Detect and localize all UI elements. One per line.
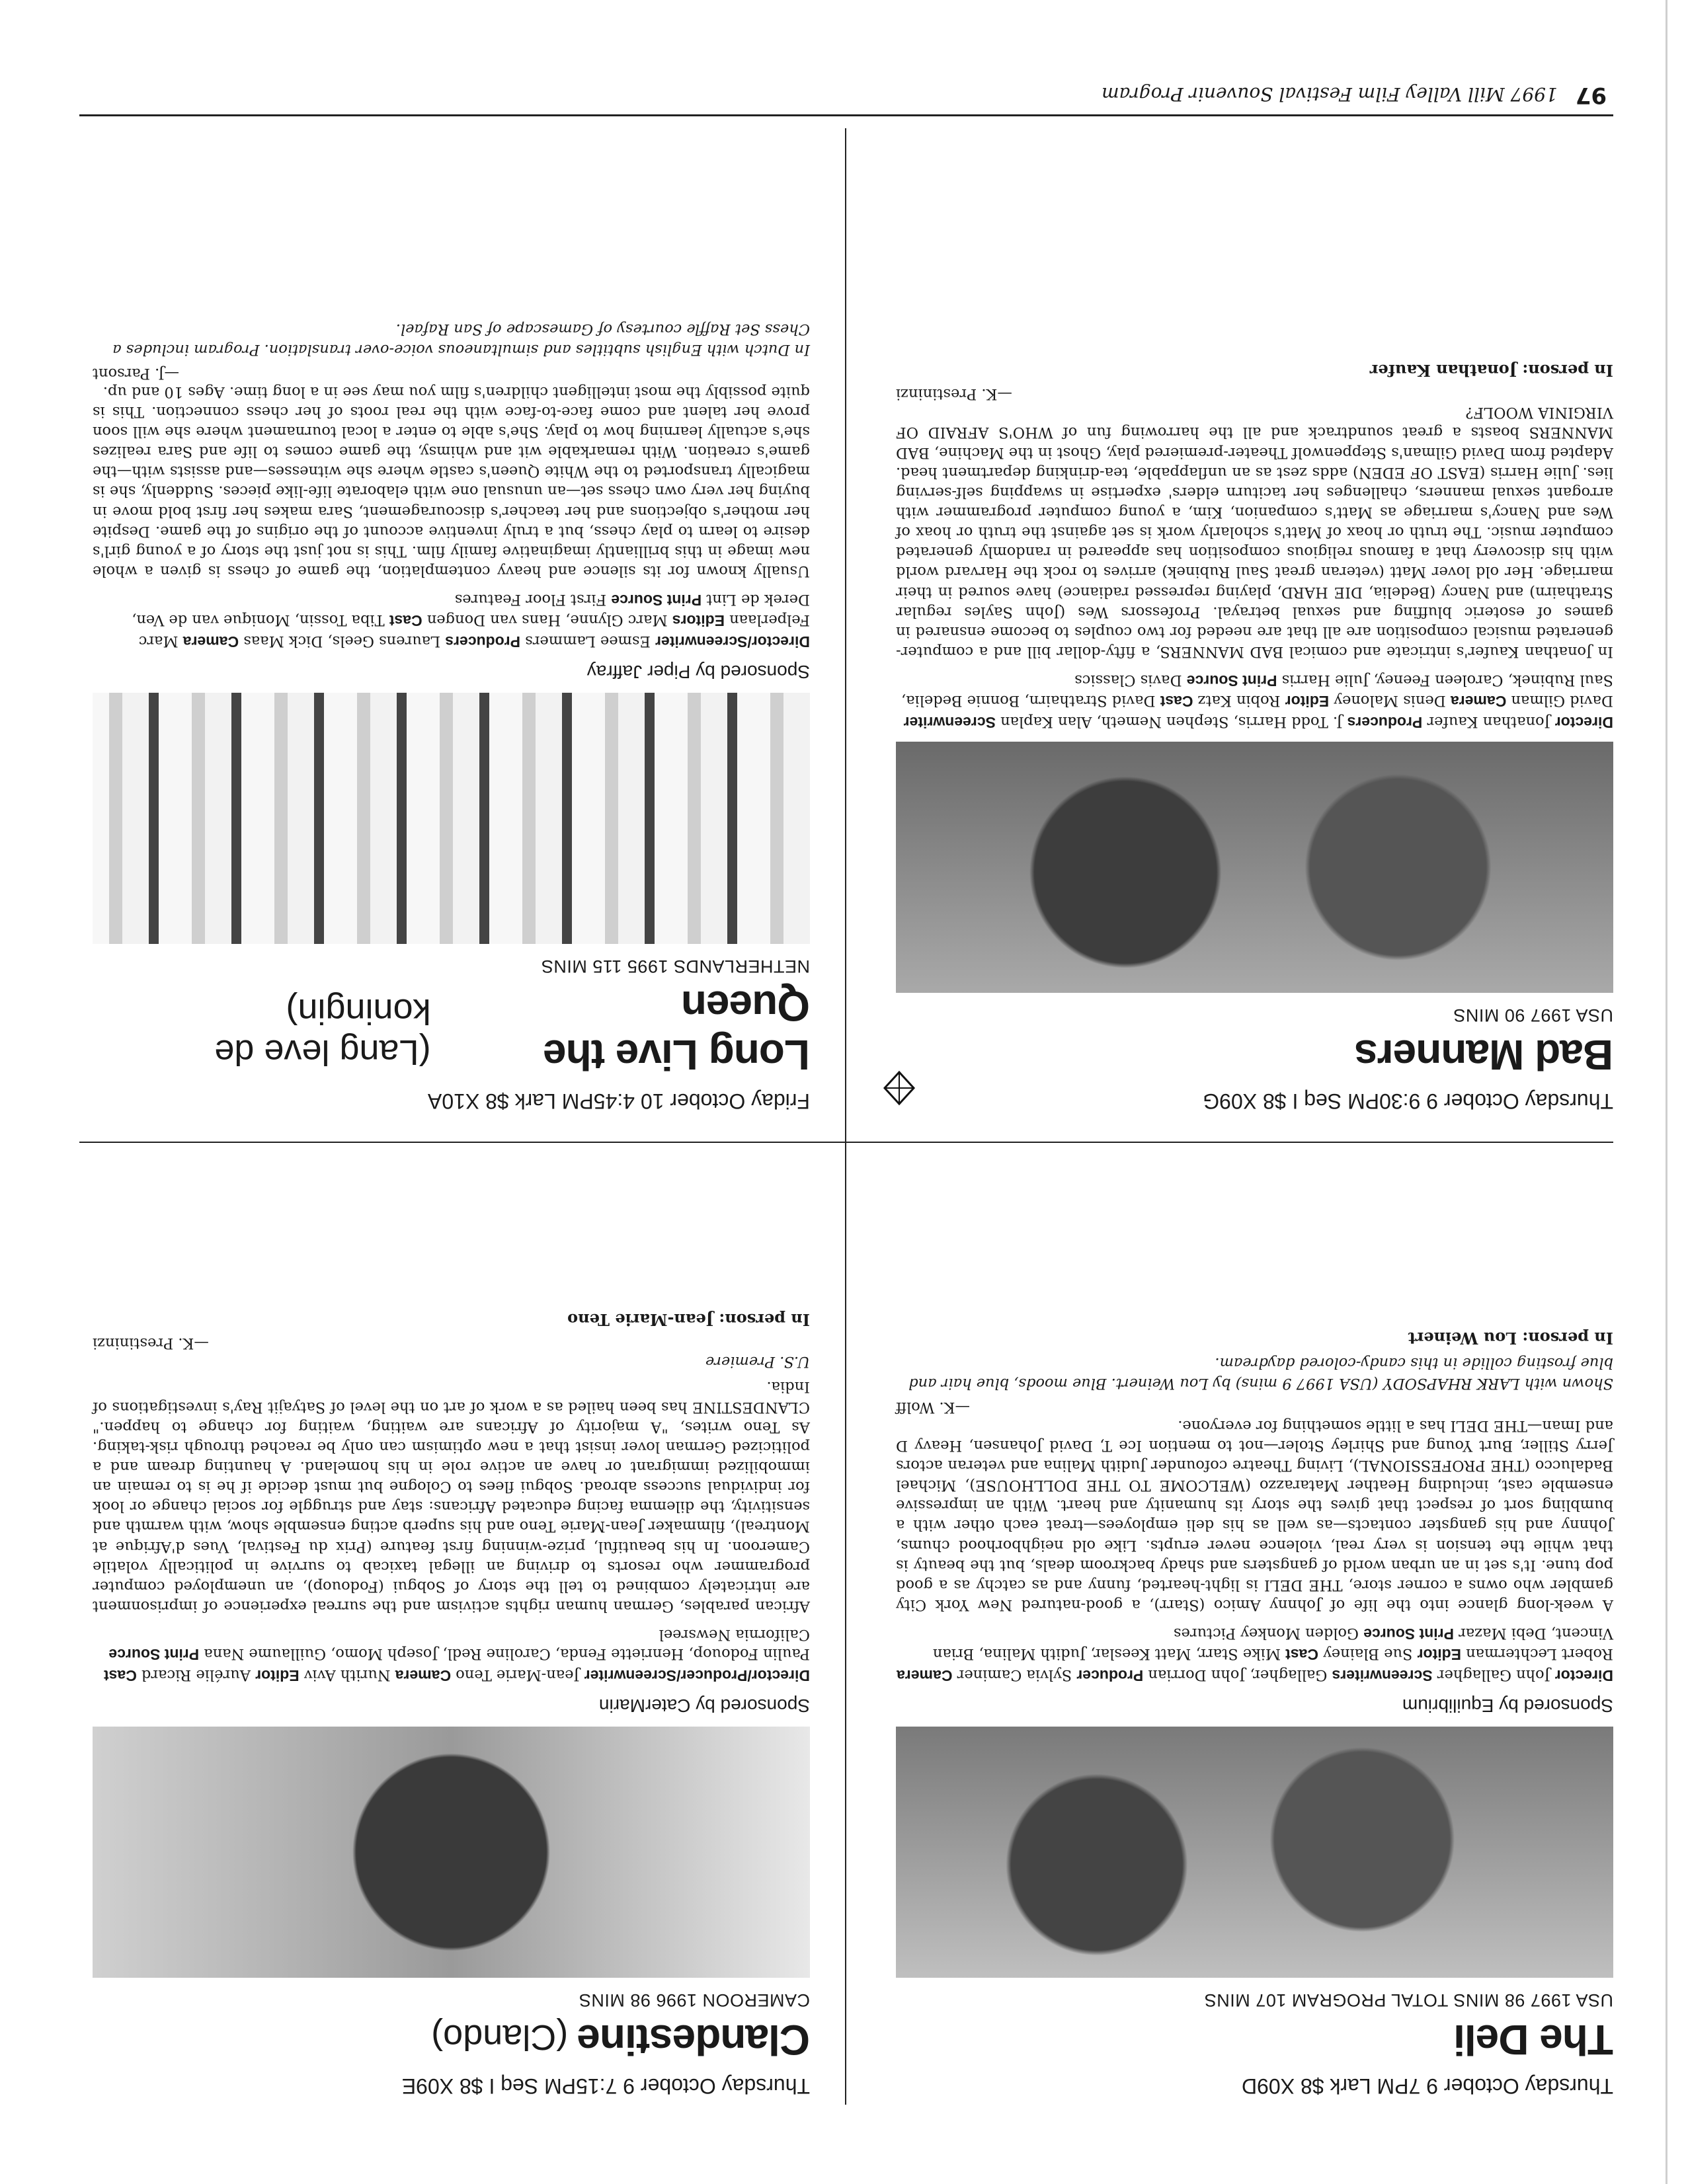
sponsor-line: Sponsored by Equilibrium [1402,1696,1613,1716]
film-block-deli [896,1329,1613,2098]
credit-role: Director [1554,714,1613,731]
program-note: U.S. Premiere [705,1353,810,1371]
film-still [896,1727,1613,1978]
credit-names: J. Todd Harris, Stephen Nemeth, Alan Kaplan [1000,713,1343,730]
credit-role: Cast [103,1667,137,1684]
credit-role: Producers [445,633,521,650]
credit-role: Screenwriter [903,714,996,731]
film-still [896,742,1613,993]
credit-role: Producer [1076,1667,1144,1684]
credit-role: Director [1554,1667,1613,1684]
film-title: Clandestine [577,2016,810,2064]
credit-names: Golden Monkey Pictures [1173,1624,1359,1642]
scan-edge [1666,0,1667,2184]
program-note: In Dutch with English subtitles and simultaneous voice-over translation. Program includes a Chess Set Raffle courtesy of Gamescape of San Rafael. [112,321,810,358]
film-meta: USA 1997 98 MINS TOTAL PROGRAM 107 MINS [1204,1990,1613,2010]
credit-names: Mike Starr, Matt Keeslar, Judith Malina, Brian Vincent, Debi Mazar [932,1624,1613,1663]
credit-names: Denis Maloney [1334,692,1446,710]
credit-role: Print Source [1186,672,1277,689]
credit-names: Marc Felperlaan [138,611,810,650]
review-attribution: —K. Prestininzi [93,1335,209,1352]
credit-names: Davis Classics [1074,671,1182,689]
program-title: 1997 Mill Valley Film Festival Souvenir Program [1102,83,1558,105]
credit-role: Print Source [108,1646,200,1664]
credit-names: Jonathan Kaufer [1427,713,1550,730]
credit-role: Director/Producer/Screenwriter [584,1667,810,1684]
credit-names: Paulin Fodouop, Henriette Fenda, Caroline Redl, Joseph Momo, Guillaume Nana [204,1645,810,1663]
horizontal-divider [79,1142,1613,1143]
credit-names: David Gilman [1511,692,1613,710]
credit-role: Editors [672,612,725,630]
credit-role: Editor [1417,1646,1461,1664]
film-title: Bad Manners [1355,1031,1613,1079]
synopsis: A week-long glance into the life of Johnny Amico (Starr), a good-natured New York City gambler who owns a corner store, THE DELI is light-hearted, funny and as catchy as a good pop tune. It's set in an urban world of gangsters and shady backroom deals, but the beauty is that while the tension is very real, violence never erupts. Like old neighborhood chums, Johnny and his gangster contacts—as well as his deli employees—treat each other with a bumbling sort of respect that gives the story its humanity and heart. With an impressive ensemble cast, including Heather Matarazzo (WELCOME TO THE DOLLHOUSE), Michael Badalucco (THE PROFESSIONAL), Living Theatre cofounder Judith Malina and veteran actors Jerry Stiller, Burt Young and Shirley Stoler—not to mention Ice T, David Johansen, Heavy D and Iman—THE DELI has a little something for everyone. [896,1417,1613,1614]
film-block-clandestine [93,1310,810,2098]
film-alt-title: (Clando) [431,2017,569,2057]
credit-names: John Gallagher [1437,1666,1550,1684]
film-alt-title: (Lang leve de koningin) [214,992,431,1072]
credit-role: Producers [1347,714,1423,731]
review-attribution: —K. Prestininzi [896,385,1012,403]
credits [896,1623,1613,1686]
sponsor-line: Sponsored by Piper Jaffray [586,662,810,682]
credit-names: Sue Blainey [1323,1645,1413,1663]
showtime: Thursday October 9 7PM Lark $8 X09D [1241,2074,1613,2098]
credit-role: Print Source [611,591,702,609]
credits [93,589,810,652]
credit-role: Camera [395,1667,452,1684]
credit-names: Robin Katz [1197,692,1281,710]
credit-names: California Newsreel [659,1625,810,1643]
credits [896,670,1613,732]
film-title: The Deli [1454,2016,1613,2064]
page-number: 97 [1575,82,1607,108]
credit-role: Director/Screenwriter [655,633,810,650]
film-meta: USA 1997 90 MINS [1453,1005,1613,1025]
film-block-long-live-the-queen [93,319,810,1113]
credit-names: David Strathairn, Bonnie Bedelia, Saul Rubinek, Caroleen Feeney, Julie Harris [901,671,1613,710]
showtime: Friday October 10 4:45PM Lark $8 X10A [427,1089,810,1113]
credit-names: First Floor Features [454,590,607,608]
credit-role: Camera [897,1667,953,1684]
showtime: Thursday October 9 7:15PM Seq I $8 X09E [401,2074,810,2098]
credit-role: Editor [255,1667,300,1684]
film-meta: CAMEROON 1996 98 MINS [579,1990,810,2010]
showtime: Thursday October 9 9:30PM Seq I $8 X09G [1203,1089,1613,1113]
review-attribution: —J. Parsont [93,364,180,382]
footer-rule [79,114,1613,116]
sponsor-line: Sponsored by CaterMarin [598,1696,810,1716]
credit-role: Cast [1160,693,1193,711]
credit-names: Robert Lechterman [1466,1645,1613,1663]
film-block-bad-manners [896,361,1613,1113]
page-folio [1102,82,1607,108]
family-film-kite-icon [879,1067,919,1107]
review-attribution: —K. Wolff [896,1398,970,1416]
film-still [93,1727,810,1978]
credit-names: Esmee Lammers [525,633,651,650]
credit-names: Jean-Marie Teno [456,1666,580,1684]
credit-role: Camera [1450,693,1507,711]
credit-role: Editor [1285,693,1330,711]
synopsis: In Jonathan Kaufer's intricate and comical BAD MANNERS, a fifty-dollar bill and a computer-generated musical composition are all that are needed for two couples to become ensnared in games of esoteric bluffing and sexual betrayal. Professors Wes (John Sayles regular Strathairn) and Nancy (Bedelia, DIE HARD, playing repressed radiance) have soured in their marriage. Her old lover Matt (veteran great Saul Rubinek) arrives to rock the Harvard world with his discovery that a famous religious composition has appeared in randomly generated computer music. The truth or hoax of Matt's scholarly work is set against the truth or hoax of Wes and Nancy's marriage as Matt's companion, Kim, a young computer programmer with arrogant sexual manners, challenges her taciturn elders' expertise in swapping self-serving lies. Julie Harris (EAST OF EDEN) adds zest as an unflappable, tea-drinking department head. Adapted from David Gilman's Steppenwolf Theater-premiered play, Ghost in the Machine, BAD MANNERS boasts a great soundtrack and all the harrowing fun of WHO'S AFRAID OF VIRGINIA WOOLF? [896,404,1613,660]
credit-names: Gallagher, John Dorrian [1148,1666,1328,1684]
credit-role: Cast [1285,1646,1318,1664]
column-divider [845,128,846,2105]
synopsis: Usually known for its silence and heavy contemplation, the game of chess is given a whole new image in this brilliantly imaginative family film. This is not just the story of a young girl's desire to learn to play chess, but a truly inventive account of the origins of the game. Despite her mother's objections and her teacher's discouragement, Sara makes her first bold move in buying her very own chess set—an unusual one with elaborate life-like pieces. Suddenly, she is magically transported to the White Queen's castle where she witnesses—and assists with—the game's creation. With remarkable wit and whimsy, the game comes to life and Sara realizes she's actually learning how to play. She's able to enter a local tournament where she will soon prove her talent and come face-to-face with the real roots of her chess connection. This is quite possibly the most intelligent children's film you may see in a long time. Ages 10 and up. [93,383,810,580]
credits [93,1624,810,1686]
credit-names: Tiba Tossin, Monique van de Ven, Derek de Lint [132,590,810,629]
credit-role: Print Source [1363,1625,1454,1643]
film-meta: NETHERLANDS 1995 115 MINS [541,956,810,976]
credit-role: Cast [389,612,422,630]
in-person: In person: Lou Weinert [1408,1329,1613,1348]
in-person: In person: Jean-Marie Teno [567,1310,810,1330]
credit-role: Camera [182,633,239,650]
credit-names: Aurélie Ricard [141,1666,251,1684]
film-title: Long Live the Queen [543,982,810,1079]
synopsis: African parables, German human rights activism and the surreal experience of imprisonment are intricately combined to tell the story of Sobgui (Fodouop), an unemployed computer programmer who resorts to driving an illegal taxicab to survive in politically volatile Cameroon. In his beautiful, prize-winning first feature (Prix du Festival, Vues d'Afrique at Montreal), filmmaker Jean-Marie Teno and his superb acting ensemble show, with warmth and sensitivity, the dilemma facing educated Africans: stay and struggle for social change or look for individual success abroad. Sobgui flees to Cologne but must decide if he is to remain an immobilized immigrant or have an active role in his homeland. A haunting dream and a politicized German lover insist that a new optimism can only be reached through risk-taking. As Teno writes, "A majority of Africans are waiting, waiting for change to happen." CLANDESTINE has been hailed as a work of art on the level of Satyajit Ray's investigations of India. [93,1378,810,1615]
credit-names: Marc Glynne, Hans van Dongen [426,611,668,629]
credit-names: Nurith Aviv [303,1666,391,1684]
in-person: In person: Jonathan Kaufer [1369,361,1613,381]
program-note: Shown with LARK RHAPSODY (USA 1997 9 mins) by Lou Weinert. Blue moods, blue hair and blue frosting collide in this candy-colored daydream. [908,1354,1613,1392]
credit-role: Screenwriters [1332,1667,1433,1684]
film-still [93,693,810,944]
credit-names: Sylvia Caminer [957,1666,1072,1684]
credit-names: Laurens Geels, Dick Maas [243,633,441,650]
